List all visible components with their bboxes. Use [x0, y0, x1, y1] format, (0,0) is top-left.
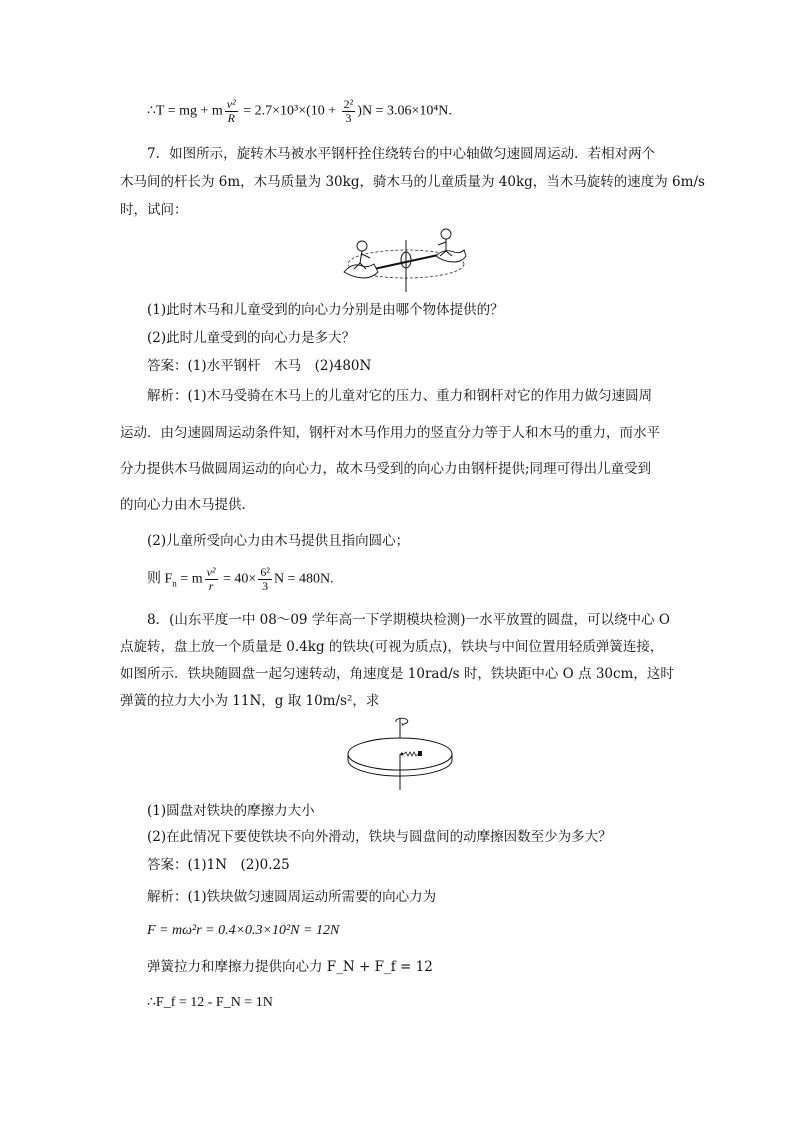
equation-part: 则 F [147, 571, 173, 587]
fraction: $\frac{\text{6²}}{3}$ [260, 565, 270, 593]
q8-text-line2: 点旋转，盘上放一个质量是 0.4kg 的铁块(可视为质点)，铁块与中间位置用轻质弹簧连接， [120, 639, 664, 655]
q7-analysis-line3: 分力提供木马做圆周运动的向心力，故木马受到的向心力由钢杆提供;同理可得出儿童受到 [120, 461, 652, 477]
q8-text-line4: 弹簧的拉力大小为 11N，g 取 10m/s²，求 [120, 693, 380, 709]
fraction: $\frac{\text{2²}}{3}$ [343, 97, 354, 125]
q7-force-equation [147, 566, 334, 593]
equation-part: = 2.7×10³×(10 + [239, 103, 340, 119]
q8-text-line3: 如图所示．铁块随圆盘一起匀速转动，角速度是 10rad/s 时，铁块距中心 O 点 30cm，这时 [120, 666, 674, 682]
q8-text-line1: 8．(山东平度一中 08～09 学年高一下学期模块检测)一水平放置的圆盘，可以绕中心 O [147, 612, 670, 628]
equation-part: )N = 3.06×10⁴N. [357, 103, 452, 119]
q7-text-line2: 木马间的杆长为 6m，木马质量为 30kg，骑木马的儿童质量为 40kg，当木马旋转的速度为 6m/s [120, 174, 705, 190]
iron-block [418, 751, 422, 756]
q8-analysis-line1: 解析：(1)铁块做匀速圆周运动所需要的向心力为 [147, 889, 437, 905]
q7-text-line1: 7．如图所示，旋转木马被水平钢杆拴住绕转台的中心轴做匀速圆周运动．若相对两个 [147, 146, 656, 162]
fraction: $\frac{\text{v²}}{R}$ [226, 97, 236, 125]
equation-part: = 40× [219, 571, 257, 587]
q8-force-equation: F = mω²r = 0.4×0.3×10²N = 12N [147, 923, 340, 938]
q8-friction-equation: ∴F_f = 12 - F_N = 1N [147, 995, 273, 1010]
child-right-head [441, 229, 451, 239]
equation-part: = m [176, 571, 203, 587]
q8-answer: 答案：(1)1N (2)0.25 [147, 857, 290, 873]
q7-analysis-line4: 的向心力由木马提供． [120, 497, 255, 513]
subscript: n [172, 578, 177, 589]
carousel-figure [340, 228, 470, 294]
equation-part: ∴T = mg + m [147, 103, 223, 119]
rotation-arrow-icon [396, 718, 408, 724]
fraction: $\frac{\text{v²}}{r}$ [206, 565, 216, 593]
rotating-disk-figure [340, 716, 460, 792]
q7-text-line3: 时，试问： [120, 202, 188, 218]
q7-analysis-line5: (2)儿童所受向心力由木马提供且指向圆心； [147, 533, 410, 549]
equation-part: N = 480N. [273, 571, 334, 587]
child-left-head [357, 241, 367, 251]
q8-sub1: (1)圆盘对铁块的摩擦力大小 [147, 803, 315, 819]
q7-answer: 答案：(1)水平钢杆 木马 (2)480N [147, 358, 372, 374]
q7-analysis-line1: 解析：(1)木马受骑在木马上的儿童对它的压力、重力和钢杆对它的作用力做匀速圆周 [147, 388, 653, 404]
tension-equation [147, 98, 452, 125]
q8-sub2: (2)在此情况下要使铁块不向外滑动，铁块与圆盘间的动摩擦因数至少为多大？ [147, 829, 612, 845]
q7-analysis-line2: 运动．由匀速圆周运动条件知，钢杆对木马作用力的竖直分力等于人和木马的重力，而水平 [120, 425, 660, 441]
q7-sub2: (2)此时儿童受到的向心力是多大？ [147, 330, 356, 346]
q7-sub1: (1)此时木马和儿童受到的向心力分别是由哪个物体提供的？ [147, 302, 504, 318]
q8-balance-equation: 弹簧拉力和摩擦力提供向心力 F_N + F_f = 12 [147, 959, 433, 975]
center-o [401, 753, 404, 756]
